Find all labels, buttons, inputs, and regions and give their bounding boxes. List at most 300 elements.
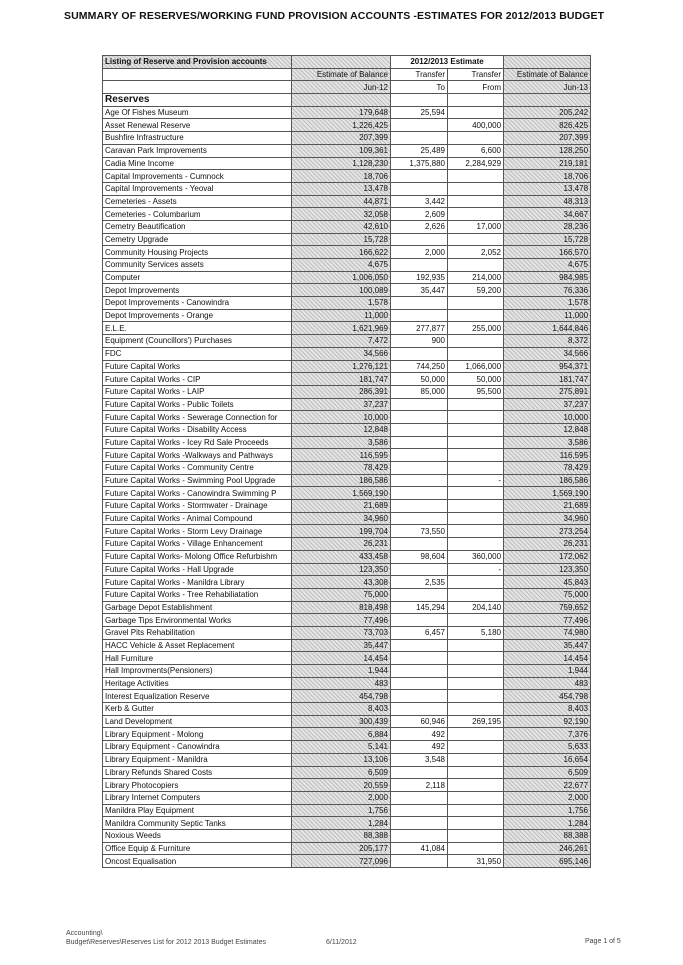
- transfer-to: 2,000: [391, 246, 448, 259]
- reserve-name: E.L.E.: [103, 322, 292, 335]
- table-row: [103, 525, 591, 538]
- transfer-from: [448, 233, 504, 246]
- balance-jun13: 5,633: [504, 741, 591, 754]
- reserve-name: Future Capital Works - Village Enhancement: [103, 538, 292, 551]
- transfer-to: 6,457: [391, 626, 448, 639]
- balance-jun12: 818,498: [292, 601, 391, 614]
- section-spacer: [292, 94, 391, 107]
- balance-jun13: 1,944: [504, 665, 591, 678]
- table-row: [103, 829, 591, 842]
- reserve-name: Heritage Activities: [103, 677, 292, 690]
- balance-jun13: 954,371: [504, 360, 591, 373]
- transfer-to: [391, 588, 448, 601]
- header-row-3: [103, 81, 591, 94]
- transfer-to: [391, 119, 448, 132]
- table-row: [103, 462, 591, 475]
- balance-jun12: 727,096: [292, 855, 391, 868]
- transfer-to: 744,250: [391, 360, 448, 373]
- reserve-name: Future Capital Works - Animal Compound: [103, 512, 292, 525]
- reserve-name: Cemetry Upgrade: [103, 233, 292, 246]
- reserve-name: HACC Vehicle & Asset Replacement: [103, 639, 292, 652]
- balance-jun12: 15,728: [292, 233, 391, 246]
- table-row: [103, 474, 591, 487]
- balance-jun12: 21,689: [292, 500, 391, 513]
- balance-jun12: 186,586: [292, 474, 391, 487]
- reserve-name: Cemetry Beautification: [103, 220, 292, 233]
- balance-jun13: 3,586: [504, 436, 591, 449]
- balance-jun13: 6,509: [504, 766, 591, 779]
- transfer-from: [448, 195, 504, 208]
- transfer-to: [391, 132, 448, 145]
- transfer-to: [391, 614, 448, 627]
- transfer-from: [448, 436, 504, 449]
- balance-jun13: 74,980: [504, 626, 591, 639]
- balance-jun13: 1,284: [504, 817, 591, 830]
- transfer-from: 6,600: [448, 144, 504, 157]
- table-row: [103, 335, 591, 348]
- transfer-to: 1,375,880: [391, 157, 448, 170]
- balance-jun12: 207,399: [292, 132, 391, 145]
- transfer-to: [391, 500, 448, 513]
- balance-jun13: 76,336: [504, 284, 591, 297]
- transfer-from: [448, 665, 504, 678]
- transfer-to: [391, 233, 448, 246]
- balance-jun12: 109,361: [292, 144, 391, 157]
- header-spacer: [292, 56, 391, 69]
- transfer-from: [448, 614, 504, 627]
- reserve-name: Land Development: [103, 715, 292, 728]
- transfer-to: [391, 259, 448, 272]
- transfer-to: [391, 182, 448, 195]
- transfer-to: 2,609: [391, 208, 448, 221]
- transfer-to: [391, 487, 448, 500]
- balance-jun12: 6,509: [292, 766, 391, 779]
- table-row: [103, 195, 591, 208]
- footer-path-1: Accounting\: [66, 930, 103, 937]
- reserve-name: Future Capital Works - Icey Rd Sale Proceeds: [103, 436, 292, 449]
- balance-jun12: 1,276,121: [292, 360, 391, 373]
- balance-jun12: 73,703: [292, 626, 391, 639]
- balance-jun12: 1,569,190: [292, 487, 391, 500]
- reserve-name: Cadia Mine Income: [103, 157, 292, 170]
- reserve-name: Manildra Play Equipment: [103, 804, 292, 817]
- transfer-to: 492: [391, 728, 448, 741]
- balance-jun13: 172,062: [504, 550, 591, 563]
- reserve-name: Caravan Park Improvements: [103, 144, 292, 157]
- table-row: [103, 817, 591, 830]
- balance-jun13: 92,190: [504, 715, 591, 728]
- table-row: [103, 423, 591, 436]
- transfer-to: [391, 398, 448, 411]
- table-row: [103, 538, 591, 551]
- table-row: [103, 284, 591, 297]
- balance-jun13: 219,181: [504, 157, 591, 170]
- header-blank: [103, 81, 292, 94]
- reserve-name: Future Capital Works - Disability Access: [103, 423, 292, 436]
- reserve-name: Library Refunds Shared Costs: [103, 766, 292, 779]
- transfer-from: [448, 842, 504, 855]
- balance-jun12: 13,106: [292, 753, 391, 766]
- section-title: Reserves: [103, 94, 292, 107]
- table-row: [103, 804, 591, 817]
- col-bal13-subheader: Jun-13: [504, 81, 591, 94]
- reserve-name: Equipment (Councillors') Purchases: [103, 335, 292, 348]
- transfer-to: [391, 690, 448, 703]
- estimate-group-header: 2012/2013 Estimate: [391, 56, 504, 69]
- balance-jun13: 246,261: [504, 842, 591, 855]
- transfer-from: [448, 677, 504, 690]
- table-row: [103, 220, 591, 233]
- transfer-from: [448, 182, 504, 195]
- balance-jun12: 42,610: [292, 220, 391, 233]
- transfer-from: [448, 132, 504, 145]
- balance-jun12: 5,141: [292, 741, 391, 754]
- balance-jun13: 48,313: [504, 195, 591, 208]
- transfer-to: [391, 309, 448, 322]
- reserve-name: Oncost Equalisation: [103, 855, 292, 868]
- reserve-name: Future Capital Works - Hall Upgrade: [103, 563, 292, 576]
- transfer-from: [448, 512, 504, 525]
- table-row: [103, 119, 591, 132]
- transfer-to: 900: [391, 335, 448, 348]
- balance-jun12: 14,454: [292, 652, 391, 665]
- balance-jun12: 454,798: [292, 690, 391, 703]
- table-row: [103, 449, 591, 462]
- transfer-from: 31,950: [448, 855, 504, 868]
- balance-jun12: 18,706: [292, 170, 391, 183]
- transfer-to: [391, 170, 448, 183]
- balance-jun12: 1,226,425: [292, 119, 391, 132]
- balance-jun13: 273,254: [504, 525, 591, 538]
- reserve-name: Future Capital Works - Public Toilets: [103, 398, 292, 411]
- transfer-from: [448, 259, 504, 272]
- table-row: [103, 677, 591, 690]
- transfer-to: [391, 563, 448, 576]
- table-row: [103, 753, 591, 766]
- reserve-name: Future Capital Works - Community Centre: [103, 462, 292, 475]
- transfer-from: [448, 753, 504, 766]
- transfer-from: 269,195: [448, 715, 504, 728]
- transfer-to: 277,877: [391, 322, 448, 335]
- reserve-name: Future Capital Works - Storm Levy Drainage: [103, 525, 292, 538]
- transfer-to: [391, 829, 448, 842]
- balance-jun13: 205,242: [504, 106, 591, 119]
- transfer-from: [448, 449, 504, 462]
- transfer-from: [448, 690, 504, 703]
- balance-jun13: 759,652: [504, 601, 591, 614]
- table-row: [103, 322, 591, 335]
- transfer-to: 60,946: [391, 715, 448, 728]
- balance-jun13: 984,985: [504, 271, 591, 284]
- transfer-to: 145,294: [391, 601, 448, 614]
- transfer-to: 25,489: [391, 144, 448, 157]
- balance-jun12: 7,472: [292, 335, 391, 348]
- reserve-name: Future Capital Works -Walkways and Pathways: [103, 449, 292, 462]
- balance-jun13: 22,677: [504, 779, 591, 792]
- table-row: [103, 855, 591, 868]
- balance-jun12: 13,478: [292, 182, 391, 195]
- balance-jun12: 10,000: [292, 411, 391, 424]
- table-row: [103, 487, 591, 500]
- table-row: [103, 246, 591, 259]
- table-row: [103, 626, 591, 639]
- table-row: [103, 436, 591, 449]
- reserve-name: Depot Improvements - Orange: [103, 309, 292, 322]
- transfer-to: [391, 538, 448, 551]
- reserve-name: Cemeteries - Columbarium: [103, 208, 292, 221]
- transfer-from: [448, 309, 504, 322]
- transfer-from: [448, 347, 504, 360]
- col-bal12-subheader: Jun-12: [292, 81, 391, 94]
- transfer-from: 360,000: [448, 550, 504, 563]
- balance-jun12: 77,496: [292, 614, 391, 627]
- transfer-to: [391, 804, 448, 817]
- balance-jun12: 32,058: [292, 208, 391, 221]
- transfer-to: [391, 855, 448, 868]
- transfer-from: 2,284,929: [448, 157, 504, 170]
- table-row: [103, 309, 591, 322]
- balance-jun13: 34,667: [504, 208, 591, 221]
- balance-jun12: 4,675: [292, 259, 391, 272]
- balance-jun13: 695,146: [504, 855, 591, 868]
- balance-jun13: 454,798: [504, 690, 591, 703]
- table-row: [103, 297, 591, 310]
- table-row: [103, 842, 591, 855]
- balance-jun13: 26,231: [504, 538, 591, 551]
- transfer-from: 17,000: [448, 220, 504, 233]
- balance-jun12: 1,944: [292, 665, 391, 678]
- balance-jun13: 28,236: [504, 220, 591, 233]
- table-row: [103, 259, 591, 272]
- balance-jun13: 7,376: [504, 728, 591, 741]
- transfer-to: 2,118: [391, 779, 448, 792]
- table-row: [103, 373, 591, 386]
- table-row: [103, 639, 591, 652]
- balance-jun12: 43,308: [292, 576, 391, 589]
- transfer-from: [448, 728, 504, 741]
- balance-jun13: 166,570: [504, 246, 591, 259]
- balance-jun13: 14,454: [504, 652, 591, 665]
- footer-page: Page 1 of 5: [585, 938, 621, 945]
- transfer-from: [448, 208, 504, 221]
- transfer-to: [391, 411, 448, 424]
- transfer-from: [448, 538, 504, 551]
- reserve-name: Future Capital Works - Swimming Pool Upgrade: [103, 474, 292, 487]
- transfer-from: [448, 804, 504, 817]
- table-row: [103, 601, 591, 614]
- transfer-from: [448, 741, 504, 754]
- page-title: SUMMARY OF RESERVES/WORKING FUND PROVISION ACCOUNTS -ESTIMATES FOR 2012/2013 BUDGET: [64, 10, 605, 22]
- balance-jun13: 13,478: [504, 182, 591, 195]
- balance-jun13: 12,848: [504, 423, 591, 436]
- reserve-name: Future Capital Works - CIP: [103, 373, 292, 386]
- col-bal12-header: Estimate of Balance: [292, 68, 391, 81]
- reserve-name: Age Of Fishes Museum: [103, 106, 292, 119]
- section-spacer: [504, 94, 591, 107]
- transfer-from: [448, 766, 504, 779]
- reserve-name: Library Equipment - Molong: [103, 728, 292, 741]
- reserve-name: Bushfire Infrastructure: [103, 132, 292, 145]
- table-row: [103, 271, 591, 284]
- balance-jun13: 11,000: [504, 309, 591, 322]
- transfer-from: 1,066,000: [448, 360, 504, 373]
- reserve-name: Library Equipment - Canowindra: [103, 741, 292, 754]
- table-row: [103, 576, 591, 589]
- transfer-from: [448, 817, 504, 830]
- reserve-name: Capital Improvements - Yeoval: [103, 182, 292, 195]
- table-row: [103, 144, 591, 157]
- reserve-name: Future Capital Works - LAIP: [103, 385, 292, 398]
- transfer-from: [448, 791, 504, 804]
- balance-jun12: 1,006,050: [292, 271, 391, 284]
- transfer-to: [391, 347, 448, 360]
- table-row: [103, 512, 591, 525]
- transfer-to: [391, 766, 448, 779]
- balance-jun12: 44,871: [292, 195, 391, 208]
- transfer-from: [448, 462, 504, 475]
- reserve-name: Computer: [103, 271, 292, 284]
- table-row: [103, 550, 591, 563]
- transfer-to: [391, 512, 448, 525]
- reserve-name: Hall Improvments(Pensioners): [103, 665, 292, 678]
- transfer-from: [448, 297, 504, 310]
- balance-jun13: 181,747: [504, 373, 591, 386]
- reserve-name: Hall Furniture: [103, 652, 292, 665]
- balance-jun12: 1,621,969: [292, 322, 391, 335]
- transfer-from: [448, 106, 504, 119]
- header-row-2: [103, 68, 591, 81]
- balance-jun13: 1,578: [504, 297, 591, 310]
- reserve-name: Community Services assets: [103, 259, 292, 272]
- col-from-subheader: From: [448, 81, 504, 94]
- balance-jun13: 483: [504, 677, 591, 690]
- balance-jun12: 1,756: [292, 804, 391, 817]
- transfer-to: [391, 791, 448, 804]
- balance-jun13: 275,891: [504, 385, 591, 398]
- table-row: [103, 652, 591, 665]
- table-row: [103, 690, 591, 703]
- balance-jun12: 1,284: [292, 817, 391, 830]
- table-row: [103, 766, 591, 779]
- footer-date: 6/11/2012: [326, 939, 357, 946]
- balance-jun13: 75,000: [504, 588, 591, 601]
- balance-jun13: 8,372: [504, 335, 591, 348]
- transfer-to: 3,442: [391, 195, 448, 208]
- balance-jun13: 88,388: [504, 829, 591, 842]
- table-row: [103, 563, 591, 576]
- transfer-from: [448, 423, 504, 436]
- balance-jun12: 181,747: [292, 373, 391, 386]
- balance-jun12: 34,566: [292, 347, 391, 360]
- balance-jun13: 1,756: [504, 804, 591, 817]
- transfer-from: [448, 398, 504, 411]
- transfer-from: [448, 487, 504, 500]
- table-row: [103, 347, 591, 360]
- balance-jun13: 4,675: [504, 259, 591, 272]
- balance-jun13: 15,728: [504, 233, 591, 246]
- balance-jun13: 34,960: [504, 512, 591, 525]
- table-row: [103, 779, 591, 792]
- table-row: [103, 182, 591, 195]
- transfer-from: [448, 525, 504, 538]
- balance-jun12: 75,000: [292, 588, 391, 601]
- reserve-name: Future Capital Works - Tree Rehabiliatation: [103, 588, 292, 601]
- footer-path-2: Budget\Reserves\Reserves List for 2012 2013 Budget Estimates: [66, 939, 266, 946]
- balance-jun13: 78,429: [504, 462, 591, 475]
- balance-jun12: 199,704: [292, 525, 391, 538]
- table-row: [103, 614, 591, 627]
- balance-jun12: 1,578: [292, 297, 391, 310]
- balance-jun13: 35,447: [504, 639, 591, 652]
- table-row: [103, 500, 591, 513]
- balance-jun12: 483: [292, 677, 391, 690]
- reserve-name: Gravel Pits Rehabilitation: [103, 626, 292, 639]
- transfer-from: [448, 335, 504, 348]
- transfer-to: 50,000: [391, 373, 448, 386]
- transfer-from: 400,000: [448, 119, 504, 132]
- balance-jun12: 26,231: [292, 538, 391, 551]
- transfer-to: 35,447: [391, 284, 448, 297]
- transfer-from: [448, 652, 504, 665]
- balance-jun12: 6,884: [292, 728, 391, 741]
- table-row: [103, 703, 591, 716]
- table-row: [103, 132, 591, 145]
- table-row: [103, 208, 591, 221]
- transfer-to: [391, 817, 448, 830]
- transfer-from: [448, 500, 504, 513]
- header-spacer: [504, 56, 591, 69]
- transfer-from: -: [448, 474, 504, 487]
- transfer-to: [391, 436, 448, 449]
- reserve-name: Garbage Tips Environmental Works: [103, 614, 292, 627]
- balance-jun13: 207,399: [504, 132, 591, 145]
- reserve-name: FDC: [103, 347, 292, 360]
- col-bal13-header: Estimate of Balance: [504, 68, 591, 81]
- table-row: [103, 398, 591, 411]
- table-row: [103, 233, 591, 246]
- table-row: [103, 385, 591, 398]
- transfer-from: 5,180: [448, 626, 504, 639]
- table-row: [103, 741, 591, 754]
- transfer-to: [391, 462, 448, 475]
- reserve-name: Kerb & Gutter: [103, 703, 292, 716]
- transfer-from: 95,500: [448, 385, 504, 398]
- col-to-header: Transfer: [391, 68, 448, 81]
- balance-jun13: 1,569,190: [504, 487, 591, 500]
- reserve-name: Asset Renewal Reserve: [103, 119, 292, 132]
- transfer-from: 59,200: [448, 284, 504, 297]
- balance-jun13: 45,843: [504, 576, 591, 589]
- table-row: [103, 728, 591, 741]
- transfer-to: 192,935: [391, 271, 448, 284]
- reserve-name: Future Capital Works - Stormwater - Drainage: [103, 500, 292, 513]
- reserve-name: Library Equipment - Manildra: [103, 753, 292, 766]
- col-to-subheader: To: [391, 81, 448, 94]
- section-spacer: [391, 94, 448, 107]
- transfer-from: [448, 703, 504, 716]
- balance-jun13: 128,250: [504, 144, 591, 157]
- balance-jun12: 35,447: [292, 639, 391, 652]
- transfer-to: 98,604: [391, 550, 448, 563]
- transfer-to: 492: [391, 741, 448, 754]
- listing-header: Listing of Reserve and Provision accounts: [103, 56, 292, 69]
- reserve-name: Future Capital Works: [103, 360, 292, 373]
- transfer-to: 73,550: [391, 525, 448, 538]
- balance-jun13: 34,566: [504, 347, 591, 360]
- transfer-to: [391, 665, 448, 678]
- transfer-from: [448, 588, 504, 601]
- balance-jun12: 8,403: [292, 703, 391, 716]
